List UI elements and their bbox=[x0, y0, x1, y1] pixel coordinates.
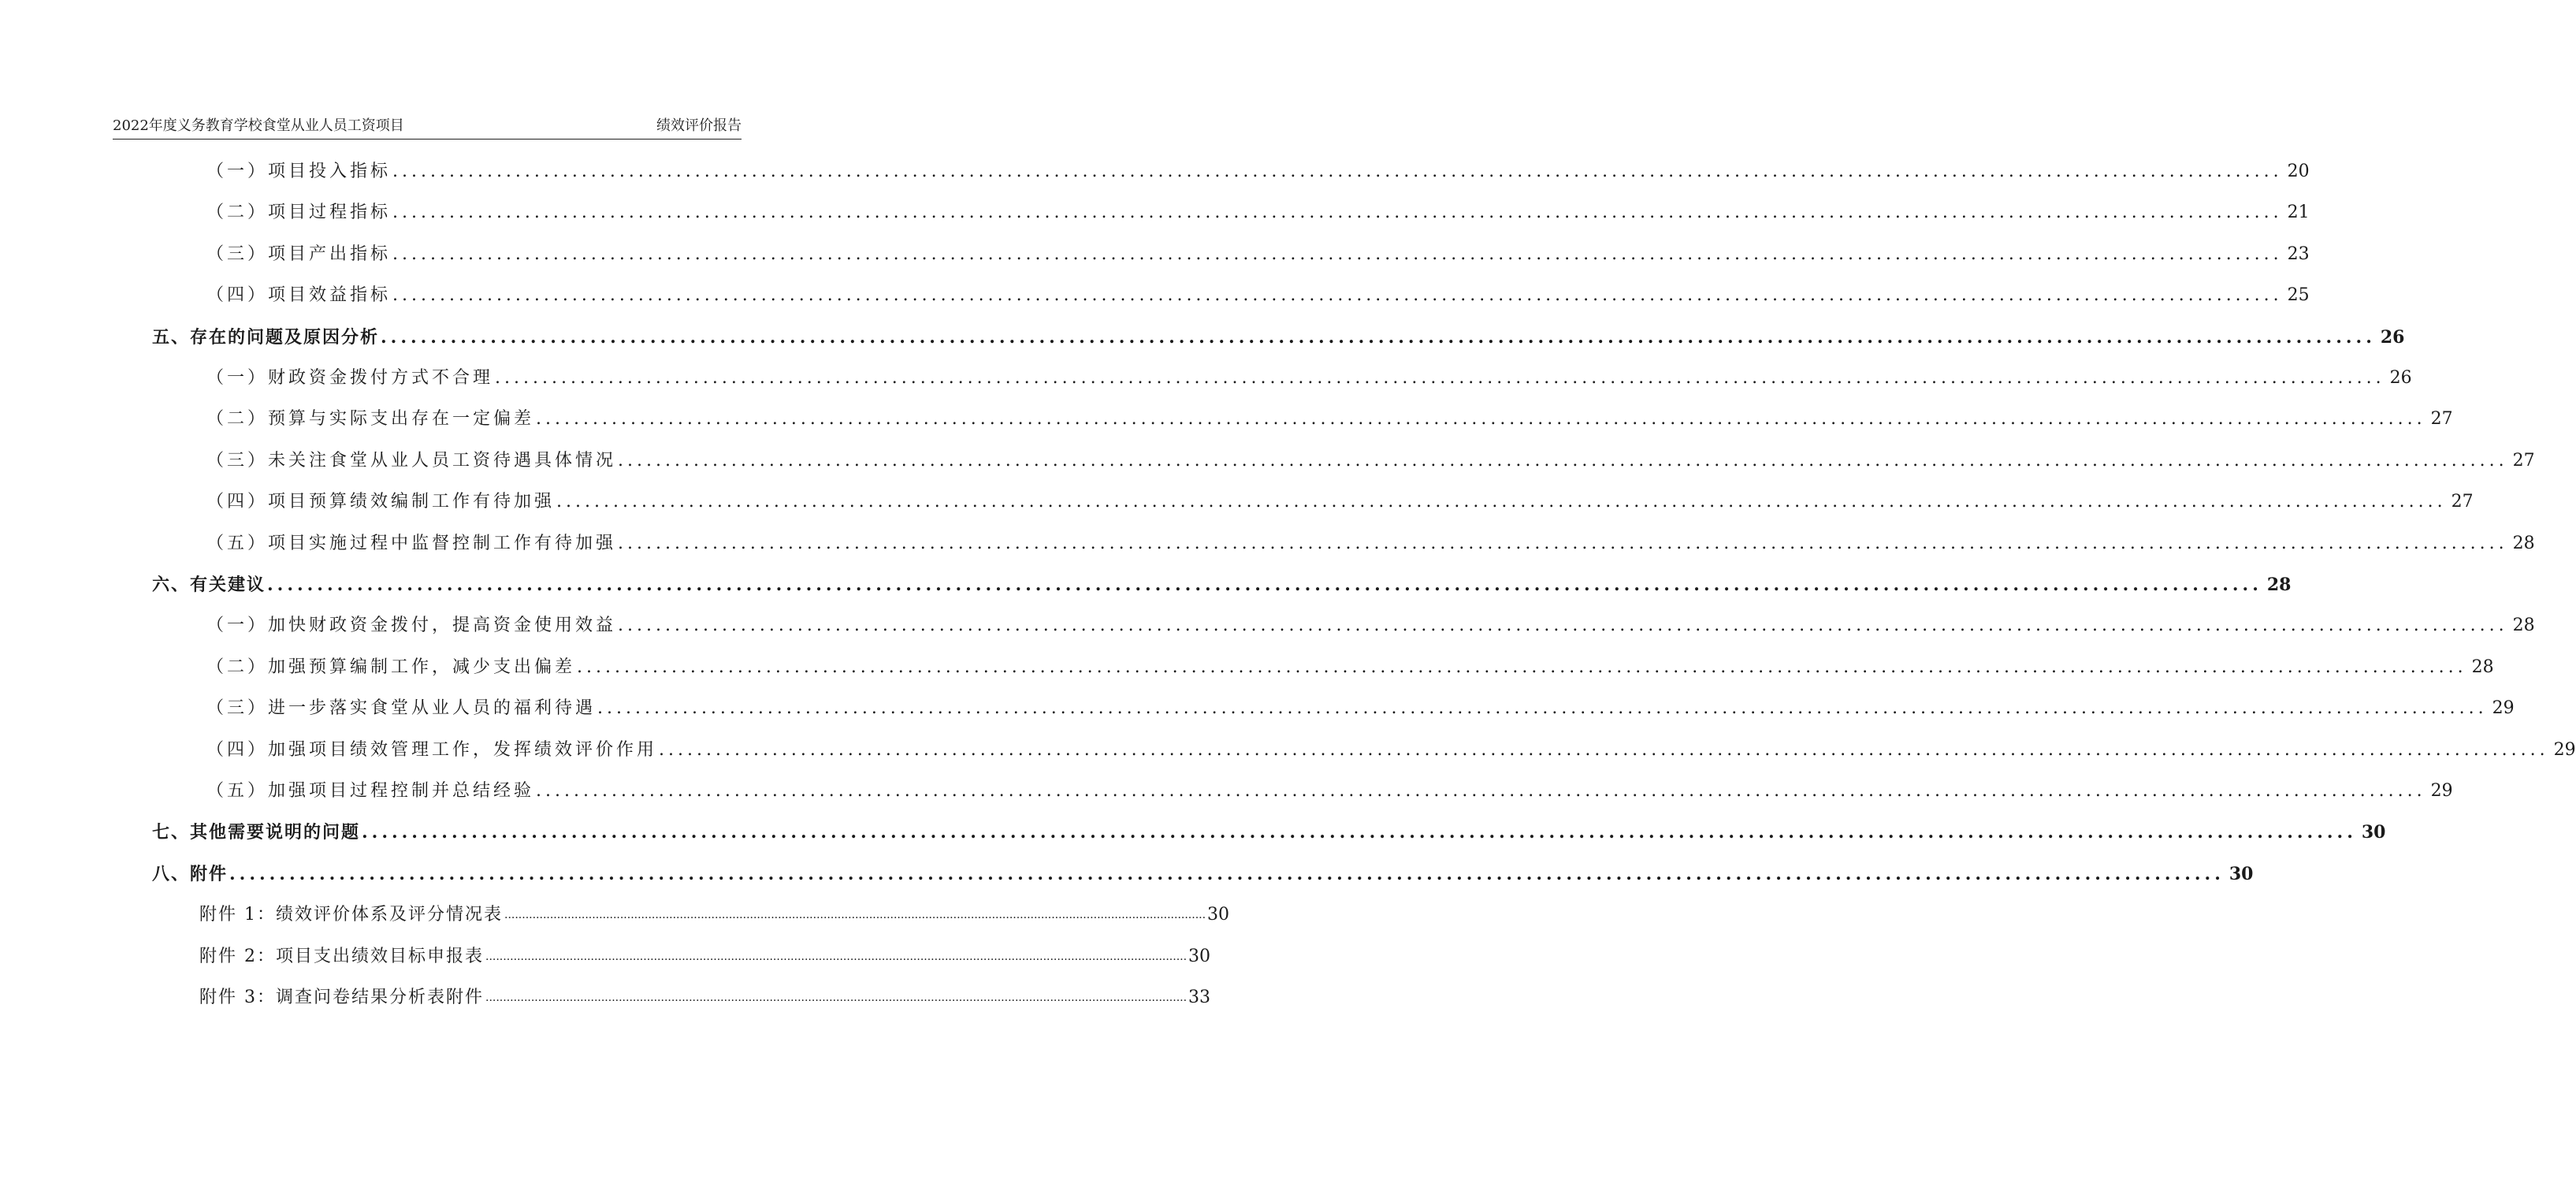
toc-entry[interactable] bbox=[152, 819, 2386, 846]
toc-entry[interactable] bbox=[206, 778, 2453, 805]
toc-entry-title: 七、其他需要说明的问题 bbox=[152, 822, 361, 843]
toc-entry-page: 29 bbox=[2430, 781, 2453, 801]
toc-entry[interactable] bbox=[152, 861, 2254, 887]
toc-dot-leader: ........................................................................................................................................................................................................ bbox=[362, 822, 2357, 843]
toc-entry[interactable] bbox=[206, 530, 2535, 557]
toc-dot-leader: ........................................................................................................................................................................................................ bbox=[536, 409, 2426, 430]
toc-entry-page: 29 bbox=[2492, 698, 2515, 719]
toc-entry[interactable] bbox=[206, 695, 2515, 722]
toc-dot-leader: ........................................................................................................................................................................................................ bbox=[495, 368, 2385, 388]
toc-entry-title: 附件 3：调查问卷结果分析表附件 bbox=[199, 988, 484, 1007]
toc-entry-title: （三）项目产出指标 bbox=[206, 244, 392, 264]
toc-dot-leader: ........................................................................................................................................................................................................ bbox=[618, 450, 2508, 471]
toc-entry-title: （四）加强项目绩效管理工作，发挥绩效评价作用 bbox=[206, 739, 658, 760]
toc-entry-title: （一）加快财政资金拨付，提高资金使用效益 bbox=[206, 616, 617, 636]
toc-entry-title: （二）预算与实际支出存在一定偏差 bbox=[206, 409, 535, 430]
toc-entry-page: 26 bbox=[2389, 368, 2412, 388]
toc-entry-title: （二）加强预算编制工作，减少支出偏差 bbox=[206, 657, 576, 677]
toc-entry-title: （三）未关注食堂从业人员工资待遇具体情况 bbox=[206, 450, 617, 471]
toc-dot-leader: ........................................................................................................................................................................................................ bbox=[229, 863, 2225, 884]
toc-entry[interactable] bbox=[206, 406, 2453, 433]
toc-entry[interactable] bbox=[206, 158, 2310, 185]
toc-entry-page: 25 bbox=[2287, 285, 2310, 306]
toc-dot-leader: ........................................................................................................................................................................................................ bbox=[536, 781, 2426, 801]
toc-entry[interactable] bbox=[206, 241, 2310, 268]
toc-entry-page: 28 bbox=[2512, 533, 2535, 553]
toc-dot-leader: ........................................................................................................................................................................................................ bbox=[618, 616, 2508, 636]
toc-dot-leader: ........................................................................................................................................................................................................ bbox=[556, 492, 2447, 512]
toc-entry-page: 21 bbox=[2287, 203, 2310, 223]
toc-entry-title: （一）项目投入指标 bbox=[206, 162, 392, 181]
toc-dot-leader: ........................................................................................................................................................................................................ bbox=[485, 950, 1188, 963]
toc-dot-leader: ........................................................................................................................................................................................................ bbox=[381, 326, 2376, 348]
toc-entry-page: 30 bbox=[2228, 863, 2254, 884]
toc-entry-title: 六、有关建议 bbox=[152, 575, 266, 595]
toc-dot-leader: ........................................................................................................................................................................................................ bbox=[659, 739, 2549, 760]
toc-dot-leader: ........................................................................................................................................................................................................ bbox=[267, 575, 2262, 595]
toc-entry-page: 30 bbox=[1207, 905, 1230, 925]
toc-dot-leader: ........................................................................................................................................................................................................ bbox=[597, 698, 2488, 719]
toc-entry[interactable] bbox=[206, 612, 2535, 639]
toc-entry-page: 29 bbox=[2553, 739, 2576, 760]
toc-entry-page: 26 bbox=[2380, 326, 2405, 348]
toc-entry-title: （五）项目实施过程中监督控制工作有待加强 bbox=[206, 533, 617, 553]
toc-entry-title: （四）项目预算绩效编制工作有待加强 bbox=[206, 492, 556, 512]
toc-entry[interactable] bbox=[199, 943, 1211, 970]
toc-entry-page: 27 bbox=[2430, 409, 2453, 430]
header-project-title: 2022年度义务教育学校食堂从业人员工资项目 bbox=[113, 117, 404, 134]
toc-entry-page: 27 bbox=[2451, 492, 2474, 512]
toc-dot-leader: ........................................................................................................................................................................................................ bbox=[485, 992, 1188, 1004]
toc-entry-page: 28 bbox=[2512, 616, 2535, 636]
toc-entry-page: 20 bbox=[2287, 162, 2310, 181]
toc-entry-page: 30 bbox=[1188, 946, 1211, 966]
toc-entry-title: 附件 1：绩效评价体系及评分情况表 bbox=[199, 905, 503, 925]
toc-entry-title: （三）进一步落实食堂从业人员的福利待遇 bbox=[206, 698, 597, 719]
toc-entry-page: 33 bbox=[1188, 988, 1211, 1007]
toc-entry-page: 23 bbox=[2287, 244, 2310, 264]
toc-entry[interactable] bbox=[152, 571, 2292, 598]
toc-entry[interactable] bbox=[199, 984, 1211, 1011]
toc-entry-page: 28 bbox=[2471, 657, 2494, 677]
toc-entry[interactable] bbox=[206, 199, 2310, 226]
header-report-type: 绩效评价报告 bbox=[656, 117, 742, 134]
toc-entry[interactable] bbox=[206, 282, 2310, 309]
toc-entry[interactable] bbox=[206, 365, 2412, 392]
toc-dot-leader: ........................................................................................................................................................................................................ bbox=[618, 533, 2508, 553]
toc-entry[interactable] bbox=[152, 324, 2405, 351]
toc-entry-title: （二）项目过程指标 bbox=[206, 203, 392, 223]
toc-dot-leader: ........................................................................................................................................................................................................ bbox=[392, 162, 2283, 181]
toc-dot-leader: ........................................................................................................................................................................................................ bbox=[577, 657, 2467, 677]
toc-entry[interactable] bbox=[199, 902, 1230, 928]
toc-entry-title: （四）项目效益指标 bbox=[206, 285, 392, 306]
running-header bbox=[113, 115, 742, 140]
toc-entry-title: 附件 2：项目支出绩效目标申报表 bbox=[199, 946, 484, 966]
toc-dot-leader: ........................................................................................................................................................................................................ bbox=[504, 909, 1206, 922]
toc-entry[interactable] bbox=[206, 448, 2535, 474]
toc-entry-title: 五、存在的问题及原因分析 bbox=[152, 326, 380, 348]
toc-entry-title: （一）财政资金拨付方式不合理 bbox=[206, 368, 494, 388]
toc-entry-page: 30 bbox=[2361, 822, 2386, 843]
toc-entry-page: 28 bbox=[2266, 575, 2292, 595]
toc-dot-leader: ........................................................................................................................................................................................................ bbox=[392, 244, 2283, 264]
toc-dot-leader: ........................................................................................................................................................................................................ bbox=[392, 285, 2283, 306]
toc-entry[interactable] bbox=[206, 654, 2494, 681]
toc-dot-leader: ........................................................................................................................................................................................................ bbox=[392, 203, 2283, 223]
toc-entry-title: （五）加强项目过程控制并总结经验 bbox=[206, 781, 535, 801]
toc-entry[interactable] bbox=[206, 737, 2576, 764]
toc-entry-title: 八、附件 bbox=[152, 863, 229, 884]
toc-entry-page: 27 bbox=[2512, 450, 2535, 471]
toc-entry[interactable] bbox=[206, 489, 2474, 515]
